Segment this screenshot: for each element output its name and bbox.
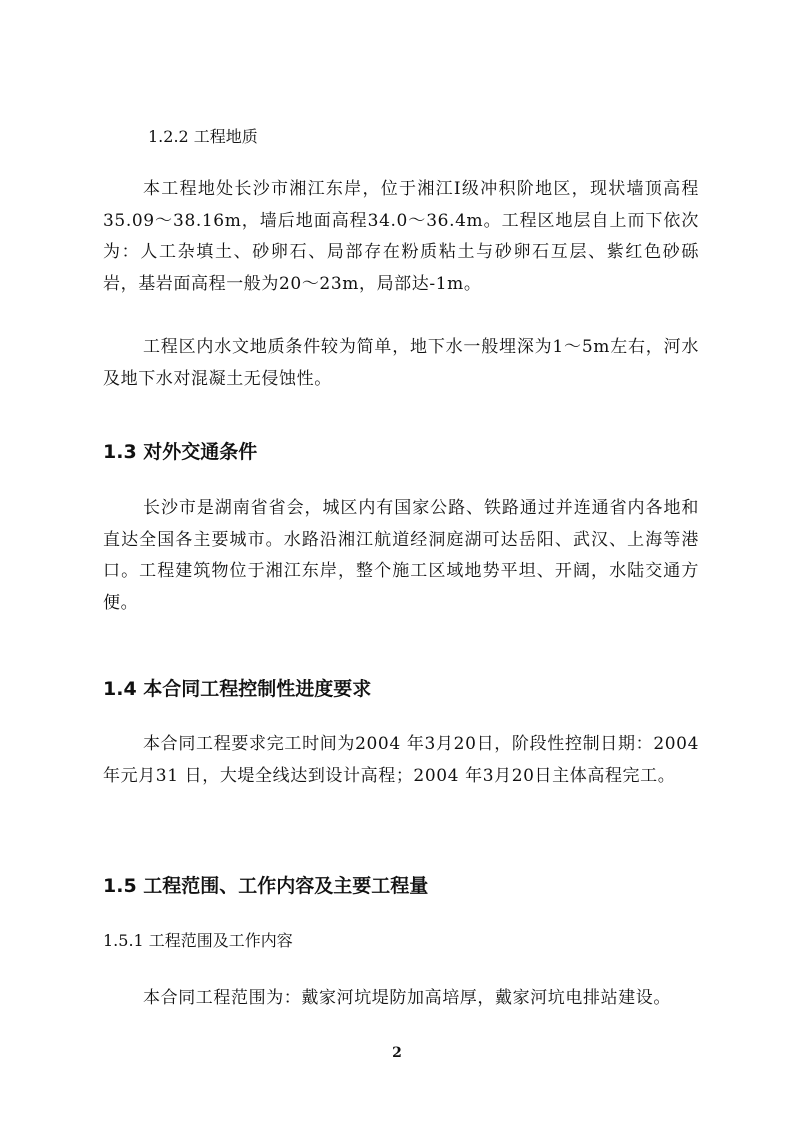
section-heading-1-2-2: 1.2.2 工程地质 — [148, 127, 258, 146]
section-heading-1-4: 1.4 本合同工程控制性进度要求 — [103, 678, 372, 700]
section-heading-1-5: 1.5 工程范围、工作内容及主要工程量 — [103, 875, 429, 897]
paragraph-geology: 本工程地处长沙市湘江东岸，位于湘江Ⅰ级冲积阶地区，现状墙顶高程35.09～38.16m，墙后地面高程34.0～36.4m。工程区地层自上而下依次为：人工杂填土、砂卵石、局部存在粉质粘土与砂卵石互层、紫红色砂砾岩，基岩面高程一般为20～23m，局部达-1m。 — [103, 179, 699, 294]
section-heading-1-3: 1.3 对外交通条件 — [103, 441, 258, 463]
section-heading-1-5-1: 1.5.1 工程范围及工作内容 — [103, 931, 293, 950]
paragraph-transportation: 长沙市是湖南省省会，城区内有国家公路、铁路通过并连通省内各地和直达全国各主要城市。水路沿湘江航道经洞庭湖可达岳阳、武汉、上海等港口。工程建筑物位于湘江东岸，整个施工区域地势平坦、开阔，水陆交通方便。 — [103, 498, 699, 613]
paragraph-scope: 本合同工程范围为：戴家河坑堤防加高培厚，戴家河坑电排站建设。 — [143, 988, 671, 1008]
paragraph-schedule: 本合同工程要求完工时间为2004 年3月20日，阶段性控制日期：2004 年元月31 日，大堤全线达到设计高程；2004 年3月20日主体高程完工。 — [103, 734, 699, 786]
page-number: 2 — [392, 1045, 402, 1061]
paragraph-hydrogeology: 工程区内水文地质条件较为简单，地下水一般埋深为1～5m左右，河水及地下水对混凝土无侵蚀性。 — [103, 337, 699, 389]
